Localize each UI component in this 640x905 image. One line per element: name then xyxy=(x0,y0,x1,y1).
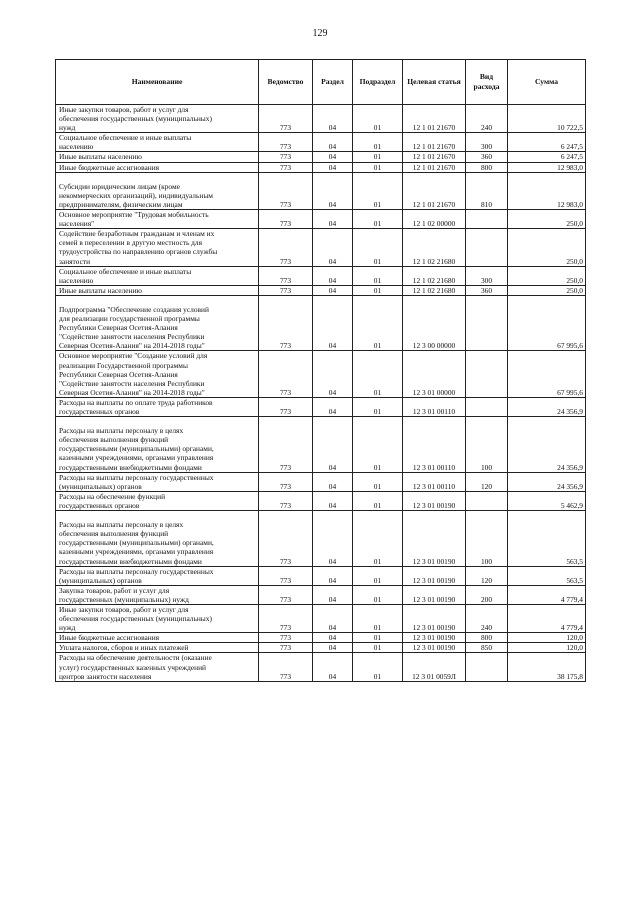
row-expense-type: 800 xyxy=(466,633,508,643)
row-section: 04 xyxy=(313,633,353,643)
row-section: 04 xyxy=(313,351,353,397)
table-body xyxy=(56,105,586,682)
row-dept: 773 xyxy=(259,633,313,643)
table-row xyxy=(56,472,586,491)
row-target: 12 1 02 00000 xyxy=(403,210,466,229)
row-dept: 773 xyxy=(259,285,313,295)
row-expense-type: 100 xyxy=(466,417,508,473)
row-dept: 773 xyxy=(259,397,313,416)
row-target: 12 3 00 00000 xyxy=(403,295,466,351)
row-section: 04 xyxy=(313,585,353,604)
table-row xyxy=(56,491,586,510)
row-subsection: 01 xyxy=(353,295,403,351)
row-subsection: 01 xyxy=(353,351,403,397)
table-row xyxy=(56,511,586,567)
row-subsection: 01 xyxy=(353,417,403,473)
row-section: 04 xyxy=(313,295,353,351)
row-dept: 773 xyxy=(259,566,313,585)
row-section: 04 xyxy=(313,472,353,491)
row-target: 12 3 01 00000 xyxy=(403,351,466,397)
row-target: 12 1 01 21670 xyxy=(403,172,466,209)
row-name: Расходы на выплаты по оплате труда работников государственных органов xyxy=(56,397,259,416)
row-target: 12 3 01 00190 xyxy=(403,633,466,643)
row-target: 12 3 01 00110 xyxy=(403,472,466,491)
table-row xyxy=(56,653,586,681)
row-subsection: 01 xyxy=(353,472,403,491)
row-expense-type: 200 xyxy=(466,585,508,604)
row-section: 04 xyxy=(313,162,353,172)
row-dept: 773 xyxy=(259,585,313,604)
table-row xyxy=(56,351,586,397)
row-dept: 773 xyxy=(259,417,313,473)
header-expense-type: Вид расхода xyxy=(466,60,508,105)
row-section: 04 xyxy=(313,417,353,473)
row-name: Содействие безработным гражданам и членам их семей в переселении в другую местность для трудоустройства по направлению органов службы занятости xyxy=(56,229,259,266)
table-row xyxy=(56,633,586,643)
row-dept: 773 xyxy=(259,210,313,229)
row-target: 12 3 01 00190 xyxy=(403,511,466,567)
table-row xyxy=(56,152,586,162)
row-name: Иные бюджетные ассигнования xyxy=(56,633,259,643)
table-row xyxy=(56,210,586,229)
row-dept: 773 xyxy=(259,653,313,681)
table-row xyxy=(56,229,586,266)
row-section: 04 xyxy=(313,152,353,162)
row-subsection: 01 xyxy=(353,653,403,681)
row-expense-type: 800 xyxy=(466,162,508,172)
row-name: Расходы на выплаты персоналу в целях обеспечения выполнения функций государственными (муниципальными) органами, казенными учреждениями, органами управления государственными внебюджетными фондами xyxy=(56,511,259,567)
row-expense-type: 360 xyxy=(466,285,508,295)
row-target: 12 3 01 00190 xyxy=(403,604,466,632)
row-name: Уплата налогов, сборов и иных платежей xyxy=(56,643,259,653)
row-section: 04 xyxy=(313,566,353,585)
table-row xyxy=(56,162,586,172)
row-target: 12 1 02 21680 xyxy=(403,285,466,295)
row-amount: 24 356,9 xyxy=(508,397,586,416)
page-number: 129 xyxy=(312,28,328,39)
row-target: 12 1 01 21670 xyxy=(403,152,466,162)
row-section: 04 xyxy=(313,266,353,285)
table-row xyxy=(56,643,586,653)
row-expense-type: 300 xyxy=(466,266,508,285)
row-dept: 773 xyxy=(259,172,313,209)
row-subsection: 01 xyxy=(353,266,403,285)
row-amount: 5 462,9 xyxy=(508,491,586,510)
row-expense-type xyxy=(466,397,508,416)
row-name: Социальное обеспечение и иные выплаты населению xyxy=(56,266,259,285)
row-amount: 12 983,0 xyxy=(508,162,586,172)
row-name: Расходы на выплаты персоналу в целях обеспечения выполнения функций государственными (муниципальными) органами, казенными учреждениями, органами управления государственными внебюджетными фондами xyxy=(56,417,259,473)
row-expense-type: 240 xyxy=(466,604,508,632)
row-name: Основное мероприятие "Трудовая мобильность населения" xyxy=(56,210,259,229)
table-row xyxy=(56,397,586,416)
row-amount: 24 356,9 xyxy=(508,417,586,473)
row-expense-type: 360 xyxy=(466,152,508,162)
table-row xyxy=(56,585,586,604)
row-expense-type xyxy=(466,210,508,229)
row-amount: 12 983,0 xyxy=(508,172,586,209)
row-subsection: 01 xyxy=(353,152,403,162)
row-dept: 773 xyxy=(259,491,313,510)
header-name: Наименование xyxy=(56,60,259,105)
row-amount: 67 995,6 xyxy=(508,295,586,351)
table-row xyxy=(56,285,586,295)
row-target: 12 1 01 21670 xyxy=(403,105,466,133)
row-name: Подпрограмма "Обеспечение создания условий для реализации государственной программы Республики Северная Осетия-Алания "Содействие занятости населения Республики Северная Осетия-Алания" на 2014-2018 годы" xyxy=(56,295,259,351)
row-target: 12 1 01 21670 xyxy=(403,133,466,152)
row-name: Иные бюджетные ассигнования xyxy=(56,162,259,172)
row-amount: 67 995,6 xyxy=(508,351,586,397)
row-section: 04 xyxy=(313,491,353,510)
row-subsection: 01 xyxy=(353,229,403,266)
row-name: Иные выплаты населению xyxy=(56,152,259,162)
row-amount: 24 356,9 xyxy=(508,472,586,491)
row-subsection: 01 xyxy=(353,585,403,604)
row-section: 04 xyxy=(313,172,353,209)
row-expense-type xyxy=(466,295,508,351)
header-subsection: Подраздел xyxy=(353,60,403,105)
row-name: Расходы на обеспечение функций государственных органов xyxy=(56,491,259,510)
header-section: Раздел xyxy=(313,60,353,105)
row-amount: 563,5 xyxy=(508,511,586,567)
row-expense-type xyxy=(466,653,508,681)
row-dept: 773 xyxy=(259,105,313,133)
row-target: 12 1 02 21680 xyxy=(403,229,466,266)
row-section: 04 xyxy=(313,133,353,152)
table-row xyxy=(56,295,586,351)
row-subsection: 01 xyxy=(353,162,403,172)
row-amount: 6 247,5 xyxy=(508,133,586,152)
row-target: 12 1 01 21670 xyxy=(403,162,466,172)
row-subsection: 01 xyxy=(353,105,403,133)
row-section: 04 xyxy=(313,397,353,416)
row-dept: 773 xyxy=(259,643,313,653)
table-header-row xyxy=(56,60,586,105)
row-section: 04 xyxy=(313,285,353,295)
row-section: 04 xyxy=(313,105,353,133)
row-dept: 773 xyxy=(259,295,313,351)
row-target: 12 3 01 0059Л xyxy=(403,653,466,681)
table-row xyxy=(56,604,586,632)
table-row xyxy=(56,266,586,285)
row-target: 12 3 01 00190 xyxy=(403,585,466,604)
table-row xyxy=(56,105,586,133)
row-amount: 250,0 xyxy=(508,266,586,285)
row-subsection: 01 xyxy=(353,566,403,585)
header-amount: Сумма xyxy=(508,60,586,105)
row-target: 12 3 01 00190 xyxy=(403,491,466,510)
row-amount: 10 722,5 xyxy=(508,105,586,133)
table-row xyxy=(56,133,586,152)
row-expense-type: 810 xyxy=(466,172,508,209)
row-name: Иные закупки товаров, работ и услуг для обеспечения государственных (муниципальных) нужд xyxy=(56,105,259,133)
table-row xyxy=(56,172,586,209)
row-target: 12 3 01 00190 xyxy=(403,643,466,653)
row-amount: 38 175,8 xyxy=(508,653,586,681)
row-dept: 773 xyxy=(259,472,313,491)
row-amount: 250,0 xyxy=(508,229,586,266)
row-name: Иные выплаты населению xyxy=(56,285,259,295)
row-dept: 773 xyxy=(259,511,313,567)
row-target: 12 3 01 00190 xyxy=(403,566,466,585)
header-dept: Ведомство xyxy=(259,60,313,105)
row-dept: 773 xyxy=(259,351,313,397)
row-name: Основное мероприятие "Создание условий для реализации Государственной программы Республики Северная Осетия-Алания "Содействие занятости населения Республики Северная Осетия-Алания" на 2014-2018 годы" xyxy=(56,351,259,397)
row-amount: 120,0 xyxy=(508,643,586,653)
row-expense-type: 120 xyxy=(466,566,508,585)
row-amount: 4 779,4 xyxy=(508,585,586,604)
row-dept: 773 xyxy=(259,229,313,266)
row-section: 04 xyxy=(313,653,353,681)
row-name: Субсидии юридическим лицам (кроме некоммерческих организаций), индивидуальным предпринимателям, физическим лицам xyxy=(56,172,259,209)
row-expense-type: 100 xyxy=(466,511,508,567)
row-expense-type: 850 xyxy=(466,643,508,653)
table-row xyxy=(56,566,586,585)
row-expense-type: 120 xyxy=(466,472,508,491)
row-subsection: 01 xyxy=(353,633,403,643)
budget-table xyxy=(55,59,586,682)
row-expense-type: 240 xyxy=(466,105,508,133)
row-dept: 773 xyxy=(259,152,313,162)
row-expense-type xyxy=(466,229,508,266)
row-name: Иные закупки товаров, работ и услуг для обеспечения государственных (муниципальных) нужд xyxy=(56,604,259,632)
row-expense-type xyxy=(466,351,508,397)
row-section: 04 xyxy=(313,210,353,229)
row-section: 04 xyxy=(313,229,353,266)
row-amount: 563,5 xyxy=(508,566,586,585)
row-subsection: 01 xyxy=(353,133,403,152)
row-target: 12 3 01 00110 xyxy=(403,417,466,473)
header-target: Целевая статья xyxy=(403,60,466,105)
row-subsection: 01 xyxy=(353,397,403,416)
table-row xyxy=(56,417,586,473)
row-name: Расходы на выплаты персоналу государственных (муниципальных) органов xyxy=(56,472,259,491)
row-target: 12 1 02 21680 xyxy=(403,266,466,285)
row-section: 04 xyxy=(313,643,353,653)
row-section: 04 xyxy=(313,511,353,567)
row-section: 04 xyxy=(313,604,353,632)
row-subsection: 01 xyxy=(353,172,403,209)
row-expense-type: 300 xyxy=(466,133,508,152)
row-subsection: 01 xyxy=(353,511,403,567)
row-subsection: 01 xyxy=(353,643,403,653)
row-target: 12 3 01 00110 xyxy=(403,397,466,416)
row-name: Расходы на выплаты персоналу государственных (муниципальных) органов xyxy=(56,566,259,585)
row-amount: 250,0 xyxy=(508,210,586,229)
row-dept: 773 xyxy=(259,266,313,285)
row-subsection: 01 xyxy=(353,491,403,510)
row-dept: 773 xyxy=(259,604,313,632)
row-name: Социальное обеспечение и иные выплаты населению xyxy=(56,133,259,152)
row-dept: 773 xyxy=(259,162,313,172)
row-amount: 6 247,5 xyxy=(508,152,586,162)
row-expense-type xyxy=(466,491,508,510)
row-subsection: 01 xyxy=(353,210,403,229)
row-subsection: 01 xyxy=(353,285,403,295)
row-name: Расходы на обеспечение деятельности (оказание услуг) государственных казенных учреждений центров занятости населения xyxy=(56,653,259,681)
row-subsection: 01 xyxy=(353,604,403,632)
row-amount: 120,0 xyxy=(508,633,586,643)
row-amount: 250,0 xyxy=(508,285,586,295)
row-dept: 773 xyxy=(259,133,313,152)
row-amount: 4 779,4 xyxy=(508,604,586,632)
row-name: Закупка товаров, работ и услуг для государственных (муниципальных) нужд xyxy=(56,585,259,604)
